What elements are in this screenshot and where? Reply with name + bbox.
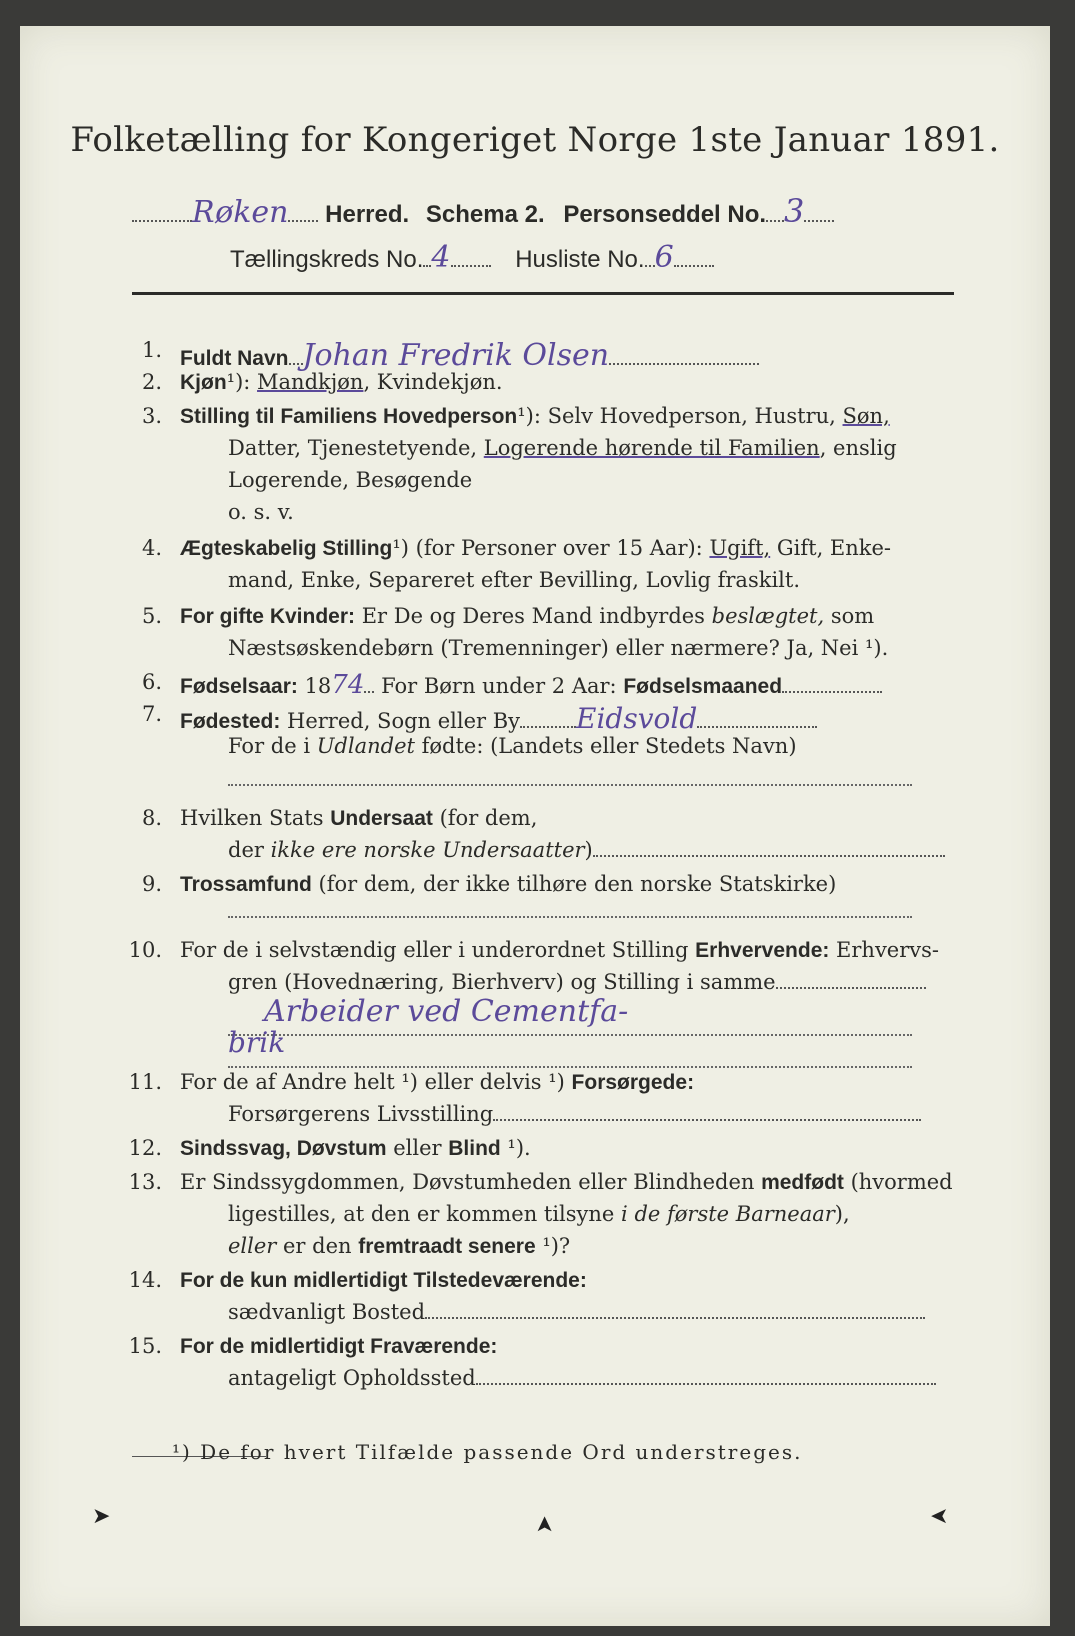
q10-number: 10. (128, 938, 162, 962)
kreds-value: 4 (431, 240, 451, 275)
q2-selected-option: Mandkjøn (257, 370, 364, 394)
q7-value: Eidsvold (576, 702, 698, 735)
q6-label-2: Fødselsmaaned (623, 675, 783, 698)
q10-row-2: gren (Hovednæring, Bierhverv) og Stilling i samme (228, 970, 926, 994)
q13-row-2: ligestilles, at den er kommen tilsyne i de første Barneaar), (228, 1202, 850, 1226)
footnote: ¹) De for hvert Tilfælde passende Ord understreges. (172, 1440, 803, 1464)
q12-label: Sindssvag, Døvstum (180, 1137, 387, 1160)
q13-number: 13. (128, 1170, 162, 1194)
q8-row-1: Hvilken Stats Undersaat (for dem, (180, 806, 538, 830)
q4-row-1: Ægteskabelig Stilling¹) (for Personer over 15 Aar): Ugift, Gift, Enke- (180, 536, 892, 560)
q3-underlined-option: Logerende hørende til Familien (483, 436, 820, 460)
q1-number: 1. (141, 338, 162, 362)
q10-label: Erhvervende: (695, 939, 830, 962)
q11-number: 11. (128, 1070, 162, 1094)
q14-row-1 (180, 1268, 587, 1293)
q6-row: Fødselsaar: 1874 For Børn under 2 Aar: Fødselsmaaned (180, 670, 882, 700)
q2-label: Kjøn (180, 371, 227, 394)
q15-label: For de midlertidigt Fraværende: (180, 1335, 498, 1358)
q8-row-2: der ikke ere norske Undersaatter) (228, 838, 945, 862)
q1-value: Johan Fredrik Olsen (302, 338, 610, 373)
schema-label: Schema 2. (425, 201, 545, 228)
q5-number: 5. (141, 604, 162, 628)
q7-row-1: Fødested: Herred, Sogn eller By Eidsvold (180, 702, 817, 735)
q5-row-1: For gifte Kvinder: Er De og Deres Mand indbyrdes beslægtet, som (180, 604, 875, 628)
q15-row-2: antageligt Opholdssted (228, 1366, 936, 1390)
q15-number: 15. (128, 1334, 162, 1358)
q7-number: 7. (141, 702, 162, 726)
center-mark-icon: ➤ (532, 1515, 558, 1534)
q11-label: Forsørgede: (571, 1071, 695, 1094)
q10-row-1: For de i selvstændig eller i underordnet Stilling Erhvervende: Erhvervs- (180, 938, 940, 962)
husliste-value: 6 (654, 240, 674, 275)
q9-number: 9. (141, 872, 162, 896)
q3-number: 3. (141, 404, 162, 428)
q6-number: 6. (141, 670, 162, 694)
q14-label: For de kun midlertidigt Tilstedeværende: (180, 1269, 587, 1292)
q4-label: Ægteskabelig Stilling (180, 537, 393, 560)
header-line-1 (132, 192, 834, 230)
census-form (20, 26, 1050, 1626)
header-rule (132, 292, 954, 295)
q3-label: Stilling til Familiens Hovedperson (180, 405, 518, 428)
personseddel-label: Personseddel No. (563, 201, 767, 228)
corner-mark-right-icon: ➤ (930, 1504, 949, 1529)
personseddel-value: 3 (784, 192, 805, 230)
q5-row-2: Næstsøskendebørn (Tremenninger) eller nærmere? Ja, Nei ¹). (228, 636, 889, 660)
q14-row-2: sædvanligt Bosted (228, 1300, 925, 1324)
q6-label: Fødselsaar: (180, 675, 298, 698)
q9-label: Trossamfund (180, 873, 312, 896)
herred-value: Røken (192, 195, 289, 230)
q15-row-1 (180, 1334, 497, 1359)
q7-row-2: For de i Udlandet fødte: (Landets eller Stedets Navn) (228, 734, 797, 758)
q11-row-2: Forsørgerens Livsstilling (228, 1102, 921, 1126)
q4-selected-option: Ugift, (709, 536, 771, 560)
q10-line-3 (228, 1034, 912, 1036)
q2-row: Kjøn¹): Mandkjøn, Kvindekjøn. (180, 370, 503, 394)
q10-row-4 (228, 1026, 285, 1059)
q4-row-2: mand, Enke, Separeret efter Bevilling, Lovlig fraskilt. (228, 568, 801, 592)
q13-label: medfødt (761, 1171, 844, 1194)
kreds-label: Tællingskreds No. (230, 246, 424, 273)
q8-number: 8. (141, 806, 162, 830)
q6-value: 74 (331, 670, 365, 700)
q13-label-3: fremtraadt senere (358, 1235, 536, 1258)
header-line-2 (230, 240, 714, 275)
q2-number: 2. (141, 370, 162, 394)
form-title: Folketælling for Kongeriget Norge 1ste Januar 1891. (70, 120, 1000, 160)
corner-mark-left-icon: ➤ (92, 1504, 111, 1529)
q4-number: 4. (141, 536, 162, 560)
q3-row-3: Logerende, Besøgende (228, 468, 473, 492)
q3-row-1: Stilling til Familiens Hovedperson¹): Selv Hovedperson, Hustru, Søn, (180, 404, 890, 428)
q7-blank-line (228, 784, 912, 786)
q7-label: Fødested: (180, 710, 281, 733)
herred-label: Herred. (325, 201, 410, 228)
q10-line-4 (228, 1066, 912, 1068)
q10-value-1: Arbeider ved Cementfa- (264, 994, 629, 1029)
q12-number: 12. (128, 1136, 162, 1160)
q8-label: Undersaat (330, 807, 433, 830)
q9-row: Trossamfund (for dem, der ikke tilhøre den norske Statskirke) (180, 872, 837, 896)
q3-selected-option: Søn, (842, 404, 890, 428)
q1-row (180, 338, 759, 373)
husliste-label: Husliste No. (515, 246, 645, 273)
q13-row-3: eller er den fremtraadt senere ¹)? (228, 1234, 571, 1258)
q14-number: 14. (128, 1268, 162, 1292)
q12-label-2: Blind (448, 1137, 501, 1160)
q11-row-1: For de af Andre helt ¹) eller delvis ¹) Forsørgede: (180, 1070, 695, 1094)
q5-label: For gifte Kvinder: (180, 605, 356, 628)
q10-row-3 (228, 994, 628, 1029)
q12-row: Sindssvag, Døvstum eller Blind ¹). (180, 1136, 531, 1160)
q3-row-2: Datter, Tjenestetyende, Logerende hørende til Familien, enslig (228, 436, 897, 460)
q10-value-2: brik (228, 1026, 286, 1059)
q9-blank-line (228, 916, 912, 918)
q1-label: Fuldt Navn (180, 347, 289, 370)
q13-row-1: Er Sindssygdommen, Døvstumheden eller Blindheden medfødt (hvormed (180, 1170, 953, 1194)
q3-row-4: o. s. v. (228, 500, 294, 524)
